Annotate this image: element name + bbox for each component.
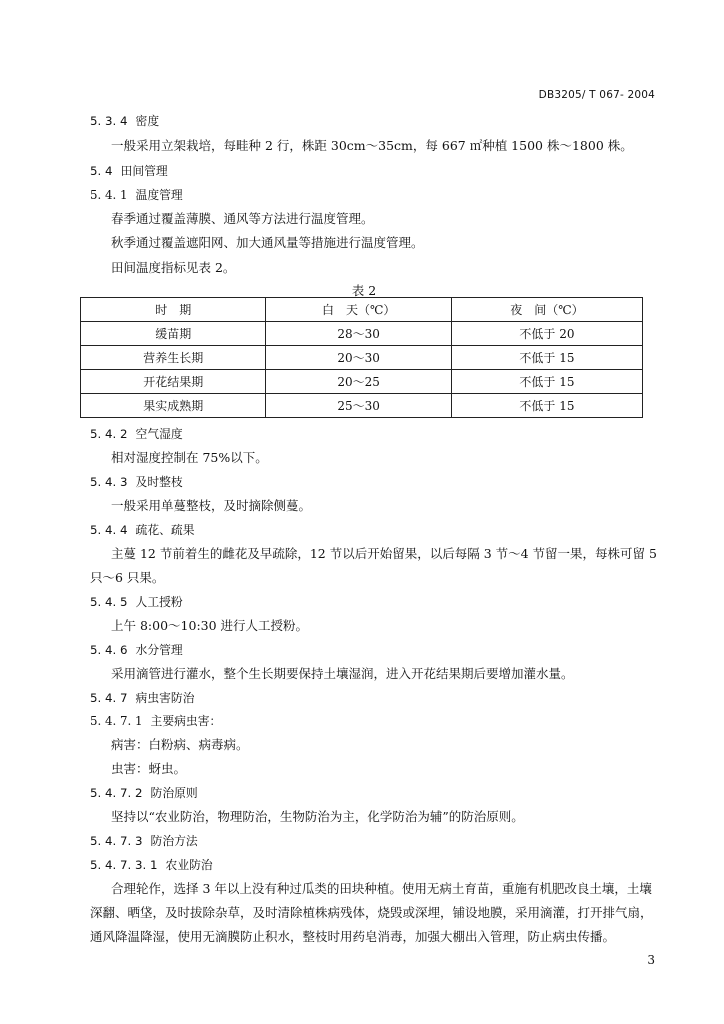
table-cell: 果实成熟期 <box>81 394 266 418</box>
table-row <box>81 394 643 418</box>
paragraph-water: 采用滴管进行灌水，整个生长期要保持土壤湿润，进入开花结果期后要增加灌水量。 <box>111 666 574 681</box>
paragraph-diseases: 病害：白粉病、病毒病。 <box>111 737 249 752</box>
table-cell: 不低于 15 <box>451 394 642 418</box>
column-header-night: 夜 间（℃） <box>451 298 642 322</box>
heading-5-4-4: 5. 4. 4 疏花、疏果 <box>90 523 195 537</box>
table-cell: 25～30 <box>266 394 451 418</box>
heading-5-4-7-3-1: 5. 4. 7. 3. 1 农业防治 <box>90 858 213 872</box>
paragraph-pollination: 上午 8:00～10:30 进行人工授粉。 <box>111 618 309 633</box>
heading-5-4-1: 5. 4. 1 温度管理 <box>90 188 183 202</box>
heading-5-4-7-1: 5. 4. 7. 1 主要病虫害： <box>90 714 222 728</box>
paragraph-thinning-line2: 只～6 只果。 <box>90 570 165 585</box>
heading-5-4-7-3: 5. 4. 7. 3 防治方法 <box>90 834 198 848</box>
table-row <box>81 322 643 346</box>
heading-5-4-7: 5. 4. 7 病虫害防治 <box>90 691 195 705</box>
table-cell: 不低于 15 <box>451 370 642 394</box>
table-cell: 20～30 <box>266 346 451 370</box>
paragraph-spring: 春季通过覆盖薄膜、通风等方法进行温度管理。 <box>111 211 374 226</box>
heading-5-4-6: 5. 4. 6 水分管理 <box>90 643 183 657</box>
heading-5-4-3: 5. 4. 3 及时整枝 <box>90 475 183 489</box>
table-cell: 不低于 20 <box>451 322 642 346</box>
table-cell: 开花结果期 <box>81 370 266 394</box>
paragraph-humidity: 相对湿度控制在 75%以下。 <box>111 450 268 465</box>
temperature-table <box>80 297 643 418</box>
paragraph-density: 一般采用立架栽培，每畦种 2 行，株距 30cm～35cm，每 667 ㎡种植 1500 株～1800 株。 <box>111 138 633 153</box>
heading-5-3-4: 5. 3. 4 密度 <box>90 114 160 128</box>
heading-5-4-2: 5. 4. 2 空气湿度 <box>90 427 183 441</box>
paragraph-thinning-line1: 主蔓 12 节前着生的雌花及早疏除，12 节以后开始留果，以后每隔 3 节～4 节留一果，每株可留 5 <box>111 546 657 561</box>
paragraph-table-ref: 田间温度指标见表 2。 <box>111 260 236 275</box>
table-cell: 不低于 15 <box>451 346 642 370</box>
paragraph-autumn: 秋季通过覆盖遮阳网、加大通风量等措施进行温度管理。 <box>111 235 424 250</box>
table-cell: 28～30 <box>266 322 451 346</box>
heading-5-4: 5. 4 田间管理 <box>90 164 168 178</box>
column-header-period: 时 期 <box>81 298 266 322</box>
paragraph-principle: 坚持以“农业防治，物理防治，生物防治为主，化学防治为辅”的防治原则。 <box>111 809 524 824</box>
table-cell: 缓苗期 <box>81 322 266 346</box>
table-caption: 表 2 <box>351 283 377 298</box>
document-code: DB3205/ T 067- 2004 <box>538 89 655 101</box>
column-header-day: 白 天（℃） <box>266 298 451 322</box>
table-header-row <box>81 298 643 322</box>
paragraph-agri-line3: 通风降温降湿，使用无滴膜防止积水，整枝时用药皂消毒，加强大棚出入管理，防止病虫传播。 <box>90 929 616 944</box>
paragraph-pruning: 一般采用单蔓整枝，及时摘除侧蔓。 <box>111 498 312 513</box>
page-number: 3 <box>647 953 655 967</box>
paragraph-agri-line2: 深翻、晒垡，及时拔除杂草，及时清除植株病残体，烧毁或深埋，铺设地膜，采用滴灌，打开排气扇， <box>90 905 653 920</box>
table-row <box>81 346 643 370</box>
table-cell: 20～25 <box>266 370 451 394</box>
table-row <box>81 370 643 394</box>
heading-5-4-5: 5. 4. 5 人工授粉 <box>90 595 183 609</box>
paragraph-pests: 虫害：蚜虫。 <box>111 761 187 776</box>
paragraph-agri-line1: 合理轮作，选择 3 年以上没有种过瓜类的田块种植。使用无病土育苗，重施有机肥改良土壤，土壤 <box>111 881 652 896</box>
table-cell: 营养生长期 <box>81 346 266 370</box>
heading-5-4-7-2: 5. 4. 7. 2 防治原则 <box>90 786 198 800</box>
